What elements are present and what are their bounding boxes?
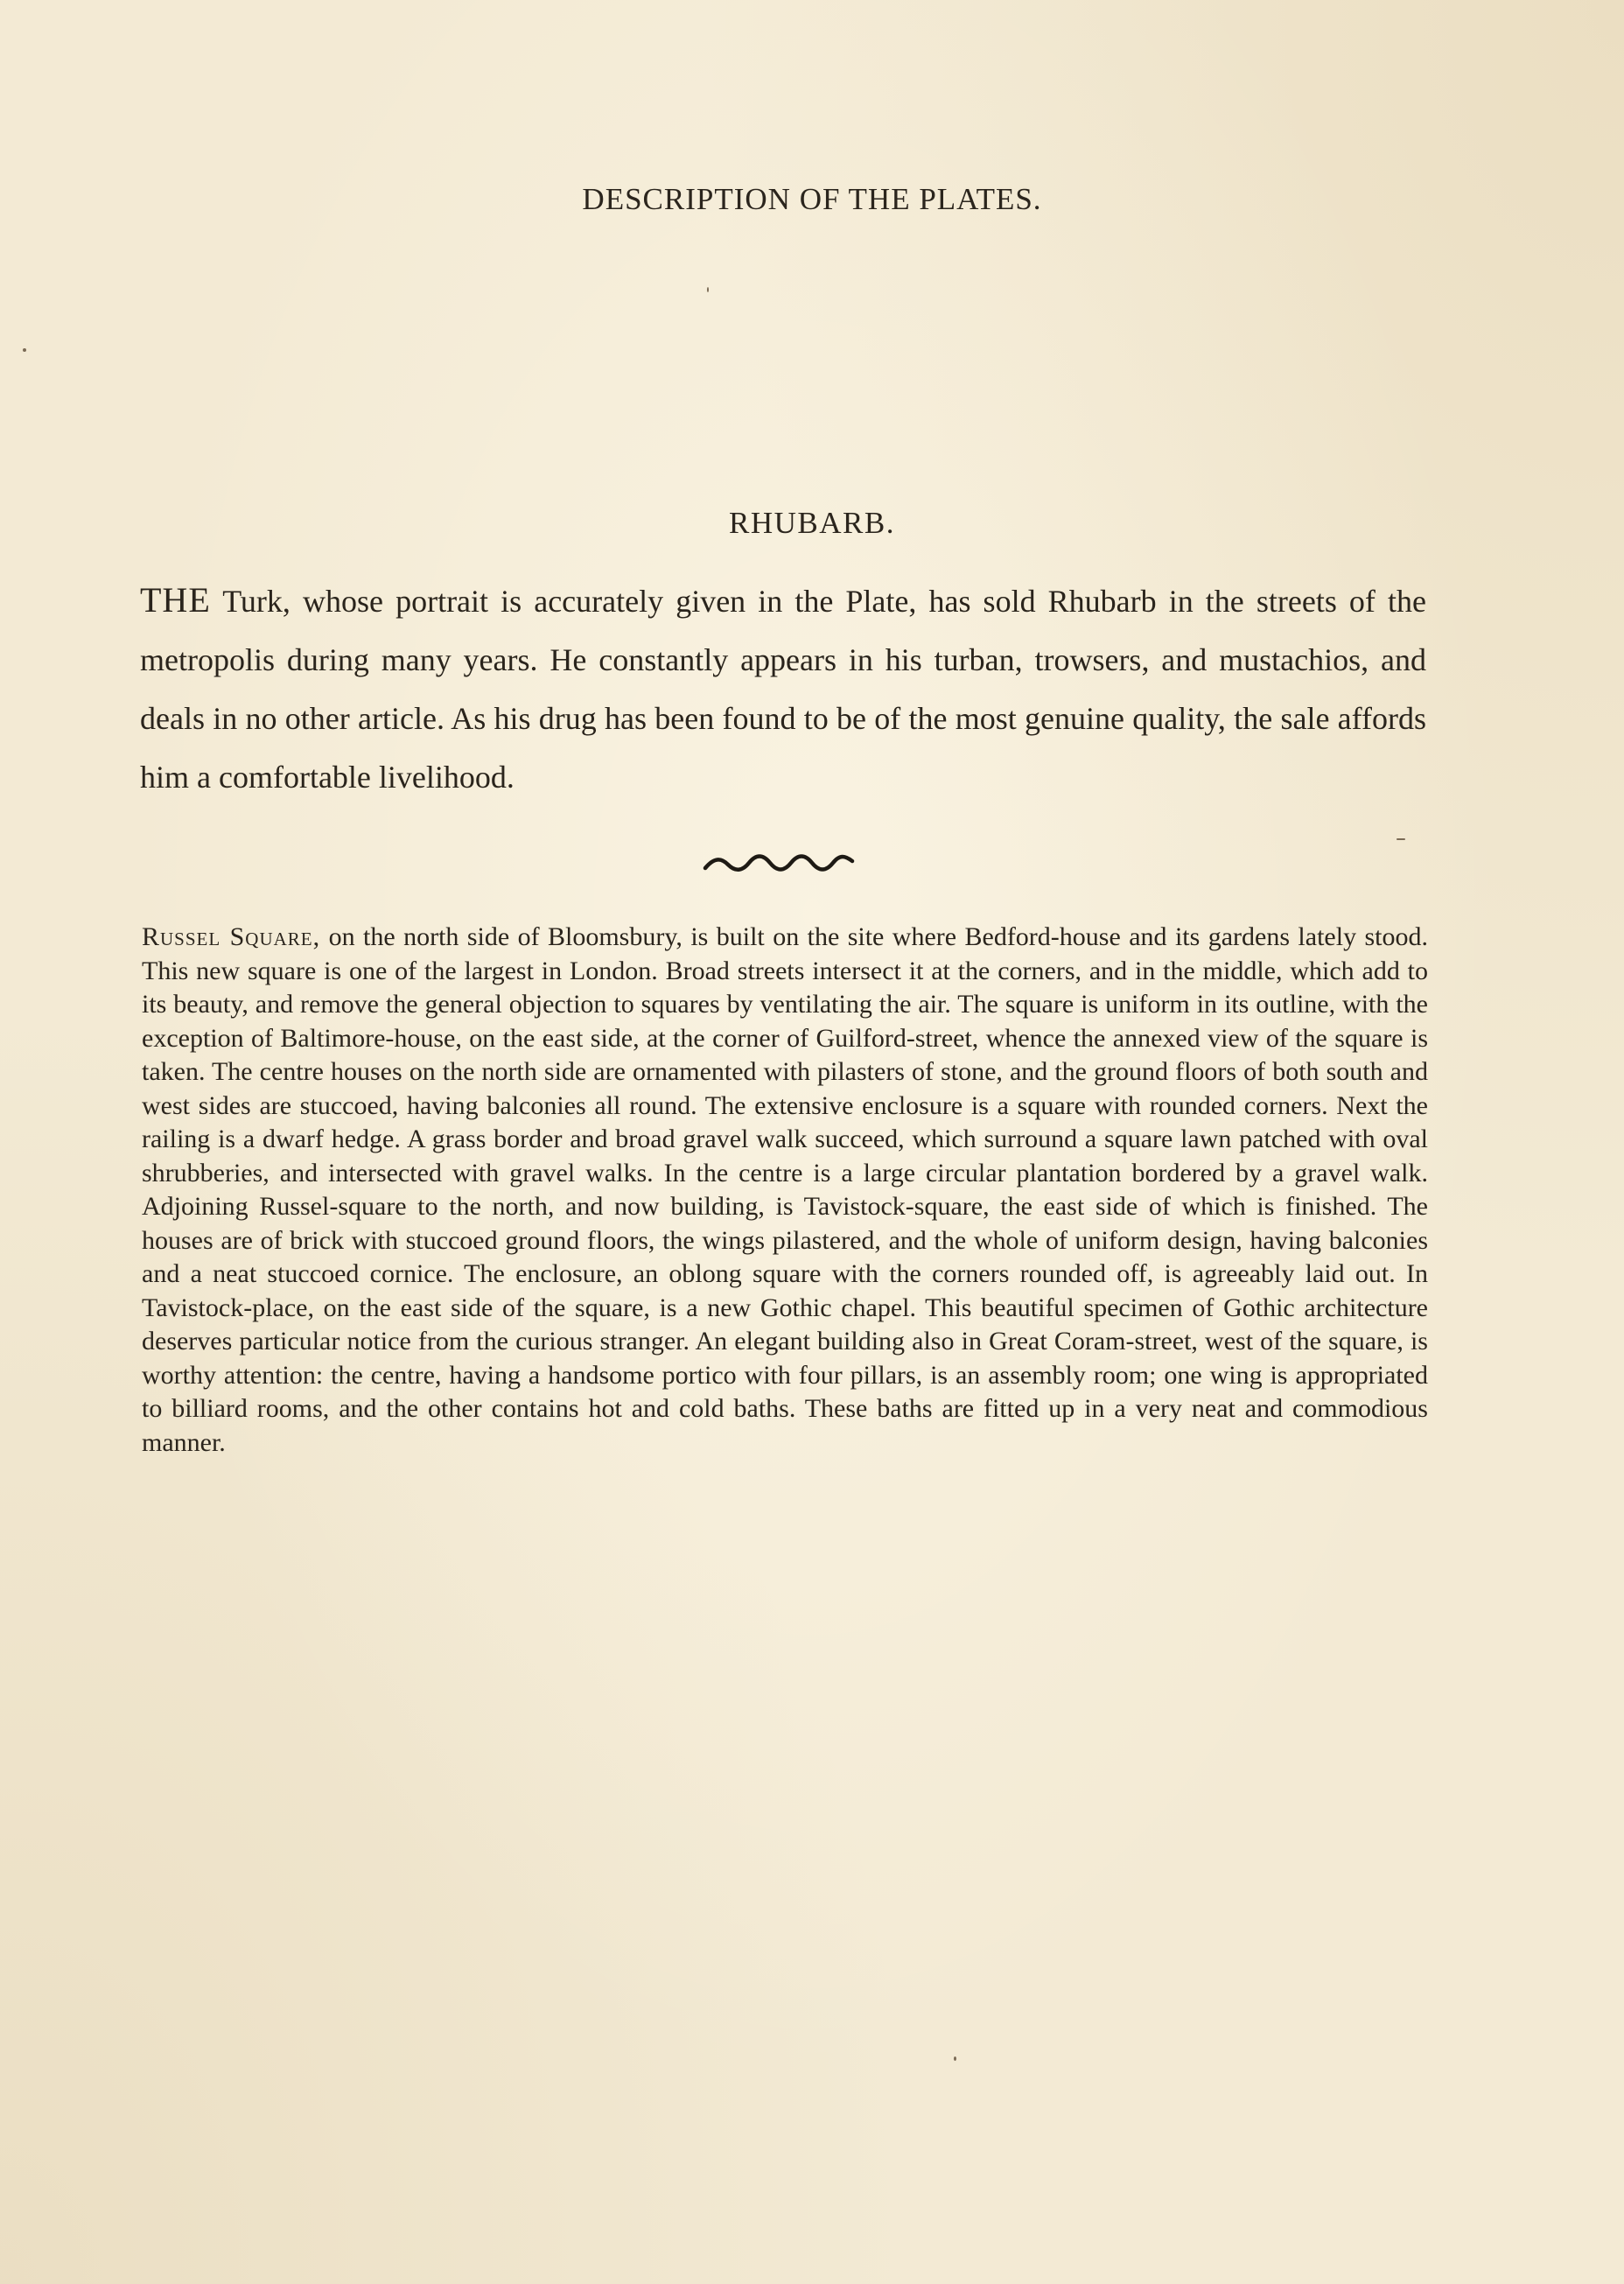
section-title-rhubarb: RHUBARB. [729, 506, 895, 540]
paper-speck [707, 287, 709, 292]
paper-speck [23, 348, 26, 352]
rhubarb-text: Turk, whose portrait is accurately given in the Plate, has sold Rhubarb in the streets of the metropolis during many years. He constantly appears in his turban, trowsers, and mustachios, and deals in no other article. As his drug has been found to be of the most genuine quality, the sale affords him a comfortable livelihood. [140, 584, 1426, 795]
wavy-line-ornament-icon [700, 851, 858, 877]
russel-square-text: on the north side of Bloomsbury, is built on the site where Bedford-house and its gardens lately stood. This new square is one of the largest in London. Broad streets intersect it at the corners, and in the middle, which add to its beauty, and remove the general objection to squares by ventilating the air. The square is uniform in its outline, with the exception of Baltimore-house, on the east side, at the corner of Guilford-street, whence the annexed view of the square is taken. The centre houses on the north side are ornamented with pilasters of stone, and the ground floors of both south and west sides are stuccoed, having balconies all round. The extensive enclosure is a square with rounded corners. Next the railing is a dwarf hedge. A grass border and broad gravel walk succeed, which surround a square lawn patched with oval shrubberies, and intersected with gravel walks. In the centre is a large circular plantation bordered by a gravel walk. Adjoining Russel-square to the north, and now building, is Tavistock-square, the east side of which is finished. The houses are of brick with stuccoed ground floors, the wings pilastered, and the whole of uniform design, having balconies and a neat stuccoed cornice. The enclosure, an oblong square with the corners rounded off, is agreeably laid out. In Tavistock-place, on the east side of the square, is a new Gothic chapel. This beautiful specimen of Gothic architecture deserves particular notice from the curious stranger. An elegant building also in Great Coram-street, west of the square, is worthy attention: the centre, having a handsome portico with four pillars, is an assembly room; one wing is appropriated to billiard rooms, and the other contains hot and cold baths. These baths are fitted up in a very neat and commodious manner. [142, 922, 1429, 1457]
rhubarb-lead-word: THE [140, 580, 211, 620]
russel-square-paragraph [142, 921, 1428, 1460]
russel-square-lead-words: Russel Square, [142, 922, 321, 951]
rhubarb-paragraph [140, 571, 1426, 807]
paper-speck [1396, 838, 1405, 840]
page-header: DESCRIPTION OF THE PLATES. [582, 182, 1042, 216]
paper-speck [954, 2056, 956, 2061]
